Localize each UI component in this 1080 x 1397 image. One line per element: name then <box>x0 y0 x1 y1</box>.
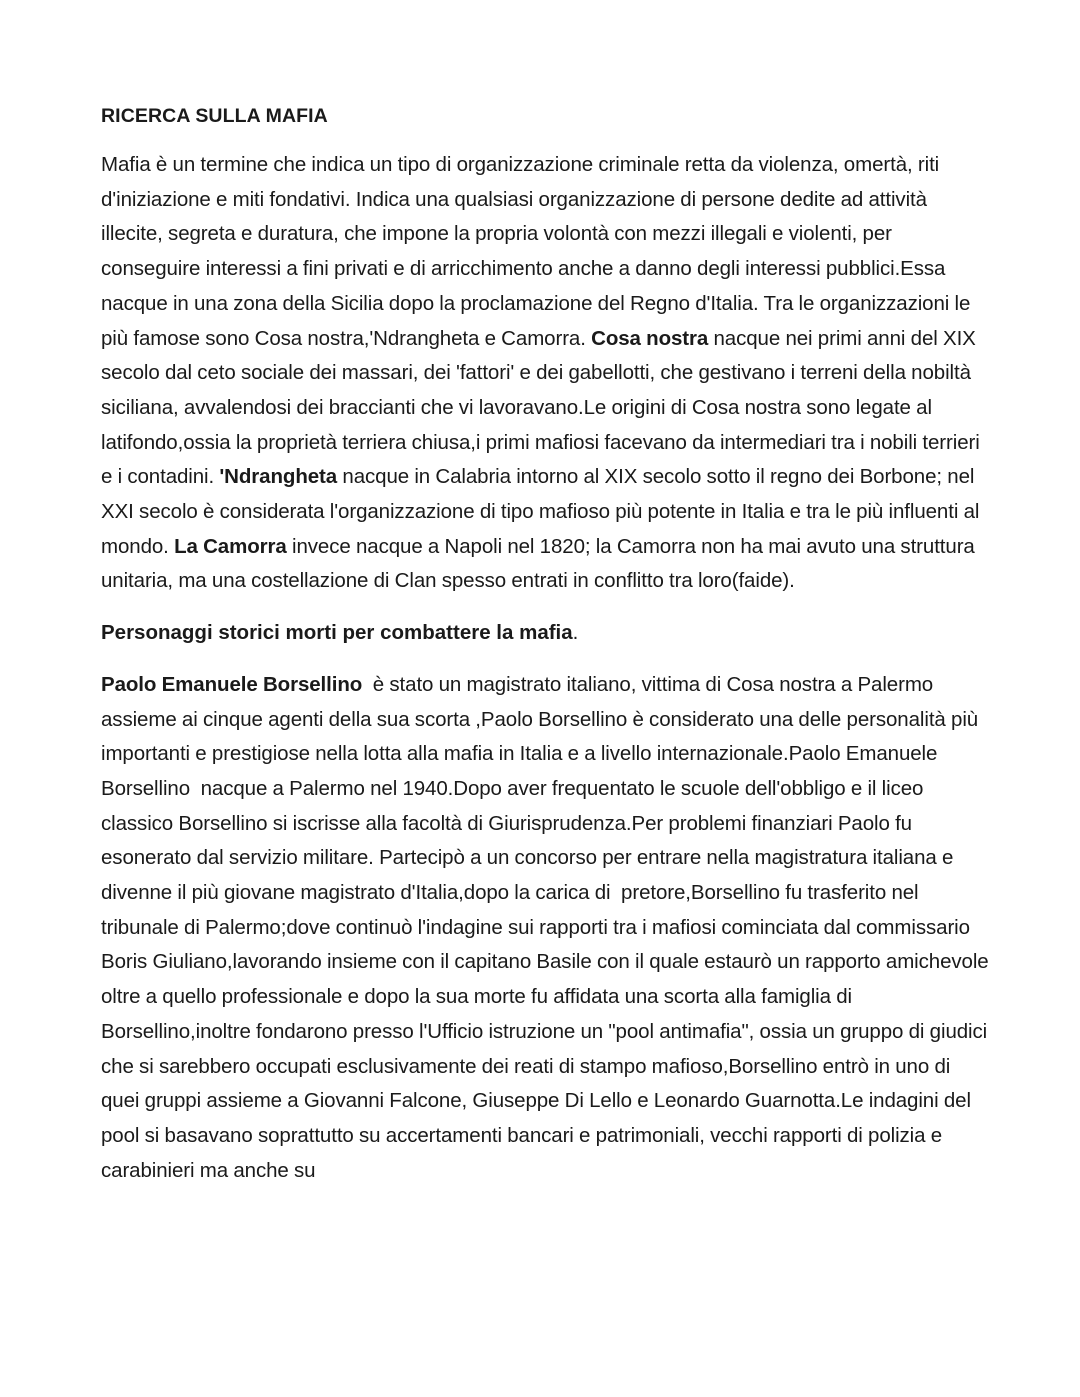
intro-text-3: nacque in Calabria intorno al XIX secolo sotto il regno dei Borbone; nel XXI secolo è considerata l'organizzazione di tipo mafioso più potente in Italia e tra le più influenti al mondo. <box>101 465 980 558</box>
intro-text-1: Mafia è un termine che indica un tipo di organizzazione criminale retta da violenza, omertà, riti d'iniziazione e miti fondativi. Indica una qualsiasi organizzazione di persone dedite ad attività illecite, segreta e duratura, che impone la propria volontà con mezzi illegali e violenti, per conseguire interessi a fini privati e di arricchimento anche a danno degli interessi pubblici.Essa nacque in una zona della Sicilia dopo la proclamazione del Regno d'Italia. Tra le organizzazioni le più famose sono Cosa nostra,'Ndrangheta e Camorra. <box>101 153 971 350</box>
section-heading-text: Personaggi storici morti per combattere la mafia <box>101 621 573 645</box>
borsellino-name: Paolo Emanuele Borsellino <box>101 672 363 696</box>
borsellino-paragraph <box>101 668 994 1189</box>
document-page <box>101 100 994 1188</box>
intro-text-2: nacque nei primi anni del XIX secolo dal ceto sociale dei massari, dei 'fattori' e dei gabellotti, che gestivano i terreni della nobiltà siciliana, avvalendosi dei braccianti che vi lavoravano.Le origini di Cosa nostra sono legate al latifondo,ossia la proprietà terriera chiusa,i primi mafiosi facevano da intermediari tra i nobili terrieri e i contadini. <box>101 326 980 489</box>
intro-text-4: invece nacque a Napoli nel 1820; la Camorra non ha mai avuto una struttura unitaria, ma una costellazione di Clan spesso entrati in conflitto tra loro(faide). <box>101 534 975 593</box>
camorra-term: La Camorra <box>174 534 287 558</box>
borsellino-text: è stato un magistrato italiano, vittima di Cosa nostra a Palermo assieme ai cinque agenti della sua scorta ,Paolo Borsellino è considerato una delle personalità più importanti e prestigiose nella lotta alla mafia in Italia e a livello internazionale.Paolo Emanuele Borsellino nacque a Palermo nel 1940.Dopo aver frequentato le scuole dell'obbligo e il liceo classico Borsellino si iscrisse alla facoltà di Giurisprudenza.Per problemi finanziari Paolo fu esonerato dal servizio militare. Partecipò a un concorso per entrare nella magistratura italiana e divenne il più giovane magistrato d'Italia,dopo la carica di pretore,Borsellino fu trasferito nel tribunale di Palermo;dove continuò l'indagine sui rapporti tra i mafiosi cominciata dal commissario Boris Giuliano,lavorando insieme con il capitano Basile con il quale estaurò un rapporto amichevole oltre a quello professionale e dopo la sua morte fu affidata una scorta alla famiglia di Borsellino,inoltre fondarono presso l'Ufficio istruzione un "pool antimafia", ossia un gruppo di giudici che si sarebbero occupati esclusivamente dei reati di stampo mafioso,Borsellino entrò in uno di quei gruppi assieme a Giovanni Falcone, Giuseppe Di Lello e Leonardo Guarnotta.Le indagini del pool si basavano soprattutto su accertamenti bancari e patrimoniali, vecchi rapporti di polizia e carabinieri ma anche su <box>101 672 994 1182</box>
intro-paragraph <box>101 148 991 599</box>
cosa-nostra-term: Cosa nostra <box>591 326 709 350</box>
document-title: RICERCA SULLA MAFIA <box>101 105 328 127</box>
section-heading <box>101 616 991 651</box>
ndrangheta-term: 'Ndrangheta <box>219 465 338 489</box>
section-heading-tail: . <box>572 621 579 645</box>
